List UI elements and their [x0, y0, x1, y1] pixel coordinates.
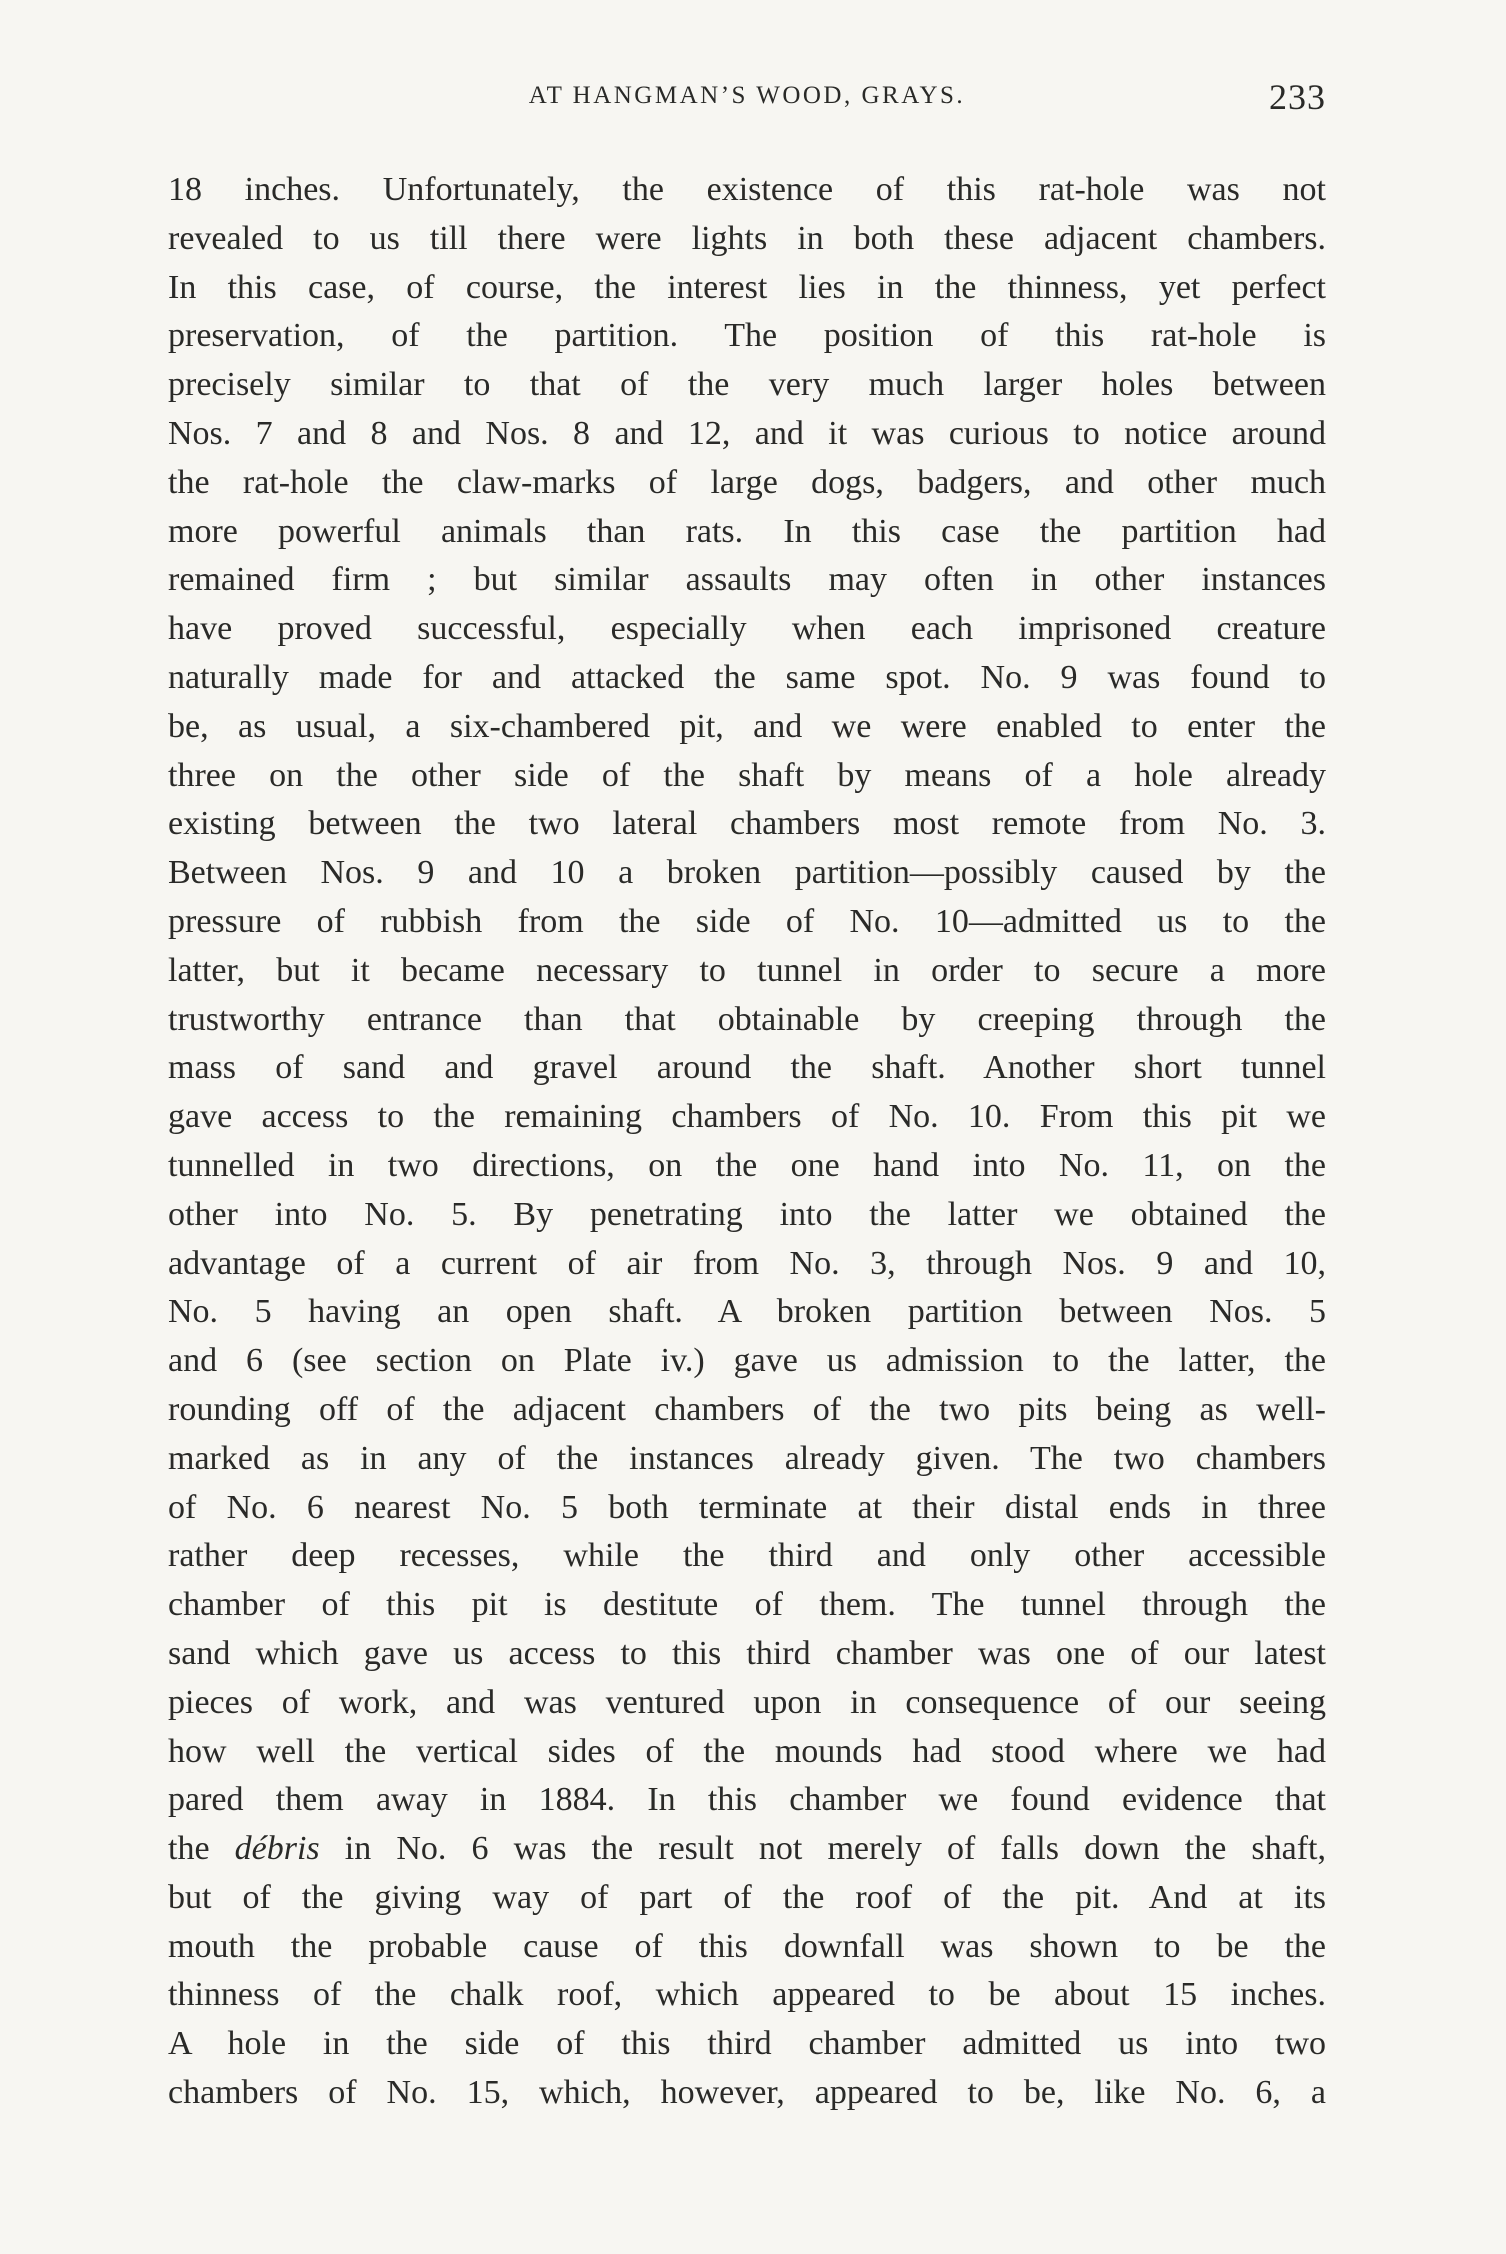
text-line: naturally made for and attacked the same spot. No. 9 was found to — [168, 658, 1326, 696]
text-line: 18 inches. Unfortunately, the existence of this rat-hole was not — [168, 171, 1326, 208]
text-line: rounding off of the adjacent chambers of the two pits being as well- — [168, 1390, 1326, 1428]
text-line: and 6 (see section on Plate iv.) gave us admission to the latter, the — [168, 1342, 1326, 1380]
text-line: trustworthy entrance than that obtainable by creeping through the — [168, 1000, 1326, 1038]
text-line: preservation, of the partition. The position of this rat-hole is — [168, 317, 1326, 355]
text-line: marked as in any of the instances already given. The two chambers — [168, 1439, 1326, 1477]
text-line: more powerful animals than rats. In this case the partition had — [168, 512, 1326, 550]
text-line: mass of sand and gravel around the shaft. Another short tunnel — [168, 1049, 1326, 1087]
text-line: of No. 6 nearest No. 5 both terminate at their distal ends in three — [168, 1488, 1326, 1526]
text-line: In this case, of course, the interest lies in the thinness, yet perfect — [168, 268, 1326, 306]
text-line: precisely similar to that of the very much larger holes between — [168, 366, 1326, 404]
text-line: sand which gave us access to this third chamber was one of our latest — [168, 1634, 1326, 1672]
text-line: Between Nos. 9 and 10 a broken partition—possibly caused by the — [168, 854, 1326, 892]
text-line: No. 5 having an open shaft. A broken partition between Nos. 5 — [168, 1293, 1326, 1331]
text-line: have proved successful, especially when each imprisoned creature — [168, 610, 1326, 648]
italic-term: débris — [234, 1830, 320, 1868]
text-line: existing between the two lateral chambers most remote from No. 3. — [168, 805, 1326, 843]
page-number: 233 — [1269, 77, 1326, 117]
text-line: chamber of this pit is destitute of them. The tunnel through the — [168, 1586, 1326, 1624]
text-line: be, as usual, a six-chambered pit, and we were enabled to enter the — [168, 707, 1326, 745]
text-line: advantage of a current of air from No. 3, through Nos. 9 and 10, — [168, 1244, 1326, 1282]
text-line: rather deep recesses, while the third and only other accessible — [168, 1537, 1326, 1575]
text-line: how well the vertical sides of the mounds had stood where we had — [168, 1732, 1326, 1770]
text-line: but of the giving way of part of the roof of the pit. And at its — [168, 1878, 1326, 1916]
text-line: pieces of work, and was ventured upon in consequence of our seeing — [168, 1683, 1326, 1721]
text-line: Nos. 7 and 8 and Nos. 8 and 12, and it was curious to notice around — [168, 414, 1326, 452]
text-line: thinness of the chalk roof, which appeared to be about 15 inches. — [168, 1976, 1326, 2014]
text-line: mouth the probable cause of this downfall was shown to be the — [168, 1927, 1326, 1965]
text-line: the rat-hole the claw-marks of large dogs, badgers, and other much — [168, 463, 1326, 501]
running-title: AT HANGMAN’S WOOD, GRAYS. — [528, 82, 966, 109]
text-line: chambers of No. 15, which, however, appeared to be, like No. 6, a — [168, 2074, 1326, 2112]
text-line: tunnelled in two directions, on the one hand into No. 11, on the — [168, 1146, 1326, 1184]
text-line: remained firm ; but similar assaults may often in other instances — [168, 561, 1326, 599]
text-line: pared them away in 1884. In this chamber we found evidence that — [168, 1781, 1326, 1819]
text-line: pressure of rubbish from the side of No. 10—admitted us to the — [168, 902, 1326, 940]
text-line: other into No. 5. By penetrating into the latter we obtained the — [168, 1195, 1326, 1233]
running-head — [168, 77, 1326, 122]
text-line: A hole in the side of this third chamber admitted us into two — [168, 2025, 1326, 2063]
text-line: revealed to us till there were lights in both these adjacent chambers. — [168, 219, 1326, 257]
text-line: three on the other side of the shaft by means of a hole already — [168, 756, 1326, 794]
body-text — [168, 166, 1326, 2118]
text-line: latter, but it became necessary to tunnel in order to secure a more — [168, 951, 1326, 989]
text-line: the débris in No. 6 was the result not merely of falls down the shaft, — [168, 1830, 1326, 1868]
text-line: gave access to the remaining chambers of No. 10. From this pit we — [168, 1098, 1326, 1136]
